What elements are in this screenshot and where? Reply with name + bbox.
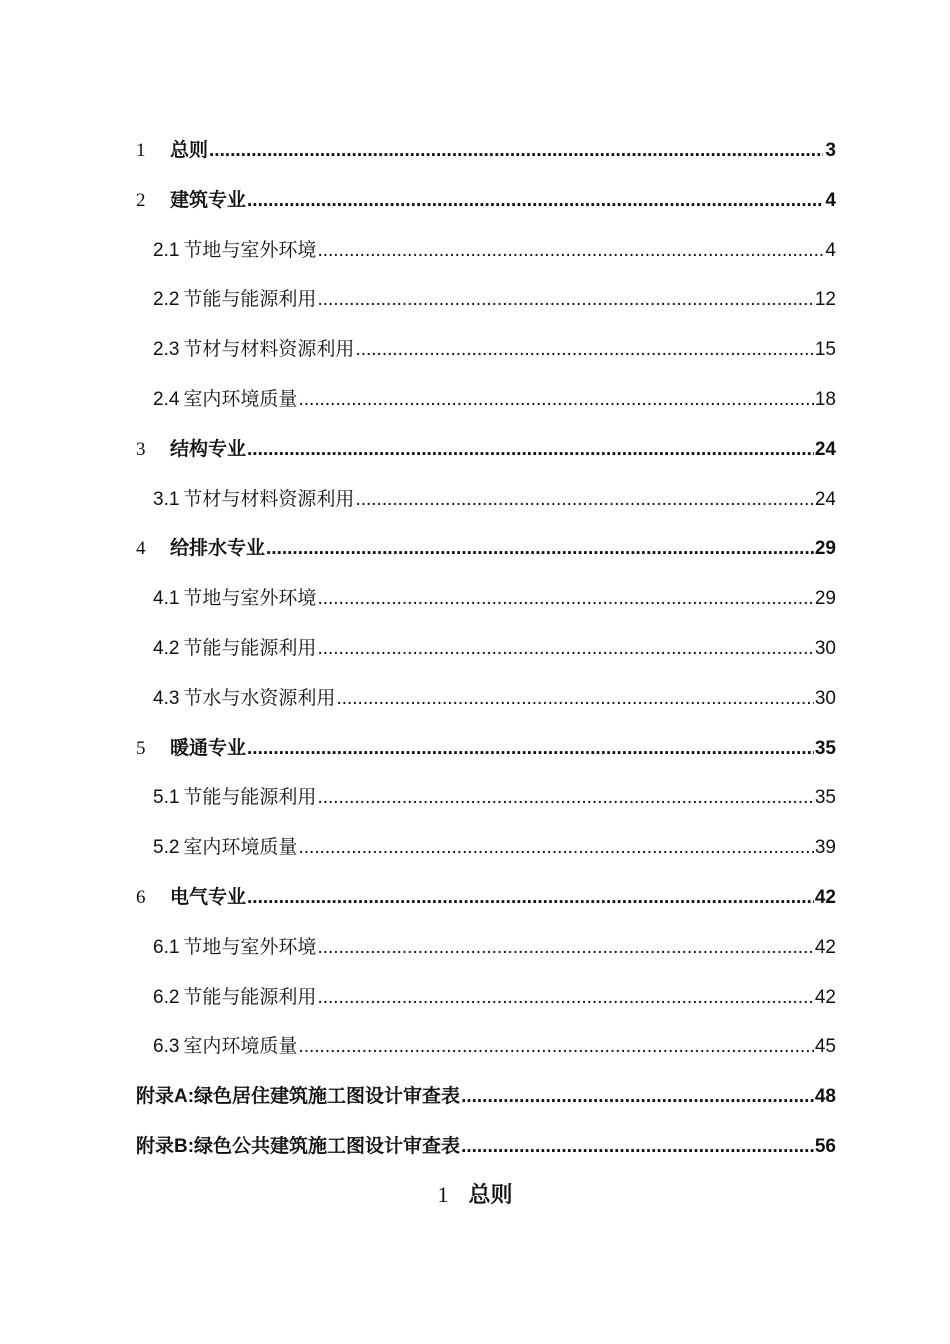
toc-dot-leader <box>317 773 813 823</box>
toc-page-number: 29 <box>814 588 836 610</box>
toc-entry[interactable] <box>136 524 836 574</box>
toc-entry[interactable] <box>136 325 836 375</box>
toc-dot-leader <box>317 275 813 325</box>
toc-entry-number: 4.1 <box>153 588 180 610</box>
toc-entry-title: 节材与材料资源利用 <box>183 488 355 510</box>
toc-entry-number: 2.1 <box>153 239 180 261</box>
toc-entry[interactable] <box>136 1072 836 1122</box>
toc-entry-title: 总则 <box>170 140 209 161</box>
toc-entry[interactable] <box>136 425 836 475</box>
toc-entry[interactable] <box>136 226 836 276</box>
toc-page-number: 4 <box>825 189 836 211</box>
toc-entry[interactable] <box>136 724 836 774</box>
toc-entry[interactable] <box>136 674 836 724</box>
toc-entry-number: 6.2 <box>153 986 180 1008</box>
toc-page-number: 56 <box>814 1135 836 1157</box>
toc-dot-leader <box>317 574 813 624</box>
toc-page-number: 4 <box>825 239 836 261</box>
toc-page-number: 42 <box>814 886 836 908</box>
toc-entry-title: 附录B:绿色公共建筑施工图设计审查表 <box>136 1135 461 1157</box>
toc-entry[interactable] <box>136 1022 836 1072</box>
toc-entry[interactable] <box>136 1122 836 1172</box>
toc-entry-title: 节能与能源利用 <box>183 289 317 311</box>
toc-dot-leader <box>355 475 813 525</box>
toc-dot-leader <box>298 823 813 873</box>
toc-entry-number: 2 <box>136 189 146 211</box>
toc-entry-number: 6 <box>136 886 146 908</box>
toc-entry-title: 暖通专业 <box>170 737 247 759</box>
toc-dot-leader <box>317 624 813 674</box>
toc-entry-title: 建筑专业 <box>170 189 247 211</box>
toc-page-number: 24 <box>814 438 836 460</box>
toc-entry-title: 节地与室外环境 <box>183 936 317 958</box>
toc-dot-leader <box>209 126 823 176</box>
toc-dot-leader <box>461 1122 814 1172</box>
toc-entry[interactable] <box>136 923 836 973</box>
toc-entry-title: 室内环境质量 <box>183 388 298 410</box>
toc-entry-title: 给排水专业 <box>170 538 266 560</box>
toc-page-number: 45 <box>814 1036 836 1058</box>
toc-entry-title: 节能与能源利用 <box>183 787 317 809</box>
toc-entry-number: 5.2 <box>153 837 180 859</box>
toc-entry-title: 节地与室外环境 <box>183 239 317 261</box>
toc-dot-leader <box>247 873 814 923</box>
toc-entry[interactable] <box>136 126 836 176</box>
toc-entry[interactable] <box>136 375 836 425</box>
toc-entry[interactable] <box>136 275 836 325</box>
toc-entry-number: 4.3 <box>153 687 180 709</box>
toc-page-number: 18 <box>814 388 836 410</box>
toc-entry[interactable] <box>136 475 836 525</box>
toc-entry[interactable] <box>136 176 836 226</box>
chapter-number: 1 <box>437 1182 449 1207</box>
toc-entry-number: 4.2 <box>153 637 180 659</box>
toc-entry-number: 5.1 <box>153 787 180 809</box>
chapter-heading <box>0 1178 950 1209</box>
toc-entry-number: 6.1 <box>153 936 180 958</box>
toc-dot-leader <box>247 425 814 475</box>
toc-entry-title: 节水与水资源利用 <box>183 687 336 709</box>
toc-entry-title: 节地与室外环境 <box>183 588 317 610</box>
table-of-contents <box>136 126 836 1172</box>
toc-entry[interactable] <box>136 574 836 624</box>
toc-page-number: 30 <box>814 687 836 709</box>
toc-entry-number: 2.3 <box>153 339 180 361</box>
toc-dot-leader <box>317 923 813 973</box>
toc-page-number: 48 <box>814 1086 836 1108</box>
toc-entry[interactable] <box>136 873 836 923</box>
toc-entry-number: 3.1 <box>153 488 180 510</box>
toc-entry-number: 2.2 <box>153 289 180 311</box>
toc-page-number: 15 <box>814 339 836 361</box>
toc-entry-title: 室内环境质量 <box>183 837 298 859</box>
toc-entry[interactable] <box>136 823 836 873</box>
toc-page-number: 24 <box>814 488 836 510</box>
toc-entry-number: 6.3 <box>153 1036 180 1058</box>
toc-page-number: 12 <box>814 289 836 311</box>
toc-entry-title: 附录A:绿色居住建筑施工图设计审查表 <box>136 1086 461 1108</box>
toc-entry-number: 5 <box>136 737 146 759</box>
toc-dot-leader <box>336 674 813 724</box>
toc-entry-number: 4 <box>136 538 146 560</box>
toc-page-number: 3 <box>825 140 836 161</box>
toc-page-number: 30 <box>814 637 836 659</box>
toc-page-number: 42 <box>814 986 836 1008</box>
toc-dot-leader <box>355 325 813 375</box>
toc-entry[interactable] <box>136 973 836 1023</box>
toc-page-number: 35 <box>814 737 836 759</box>
toc-dot-leader <box>247 176 823 226</box>
toc-entry-title: 节能与能源利用 <box>183 986 317 1008</box>
toc-dot-leader <box>298 1022 813 1072</box>
chapter-title: 总则 <box>468 1182 513 1207</box>
toc-dot-leader <box>317 973 813 1023</box>
toc-dot-leader <box>247 724 814 774</box>
toc-entry-title: 室内环境质量 <box>183 1036 298 1058</box>
toc-dot-leader <box>461 1072 814 1122</box>
toc-entry-number: 3 <box>136 438 146 460</box>
toc-entry-number: 1 <box>136 140 146 161</box>
toc-page-number: 39 <box>814 837 836 859</box>
toc-entry[interactable] <box>136 624 836 674</box>
toc-entry-number: 2.4 <box>153 388 180 410</box>
toc-entry[interactable] <box>136 773 836 823</box>
toc-entry-title: 节材与材料资源利用 <box>183 339 355 361</box>
toc-entry-title: 电气专业 <box>170 886 247 908</box>
toc-entry-title: 结构专业 <box>170 438 247 460</box>
toc-entry-title: 节能与能源利用 <box>183 637 317 659</box>
toc-dot-leader <box>266 524 814 574</box>
toc-page-number: 29 <box>814 538 836 560</box>
toc-page-number: 42 <box>814 936 836 958</box>
toc-page-number: 35 <box>814 787 836 809</box>
toc-dot-leader <box>317 226 823 276</box>
toc-dot-leader <box>298 375 813 425</box>
